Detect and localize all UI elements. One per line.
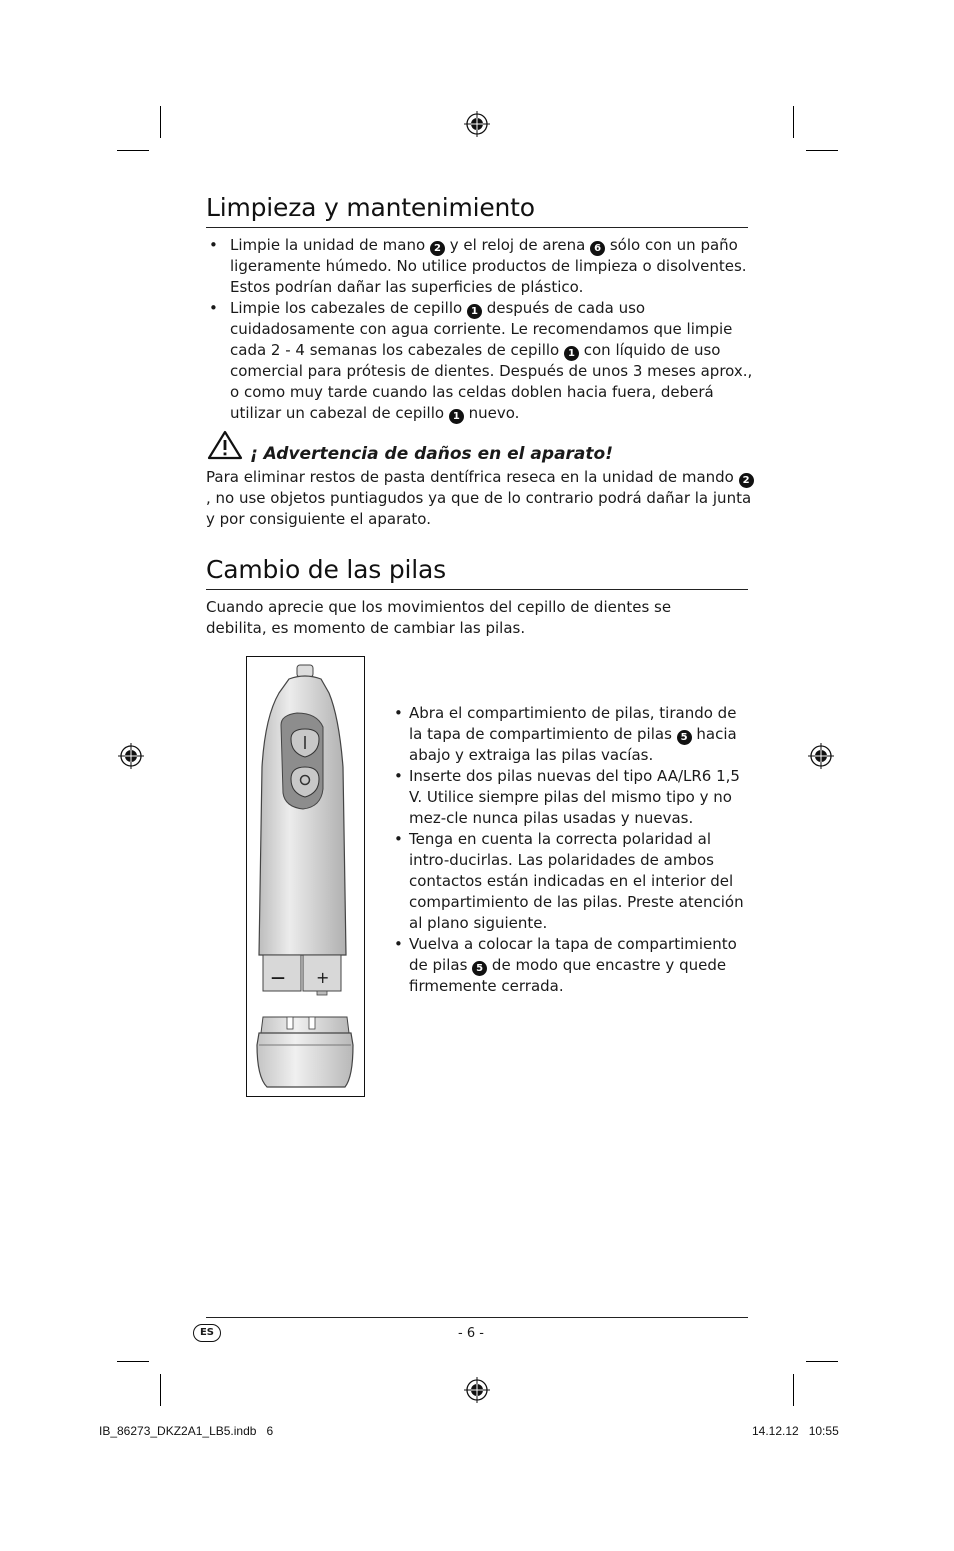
registration-mark-icon — [808, 743, 834, 769]
batteries-intro: Cuando aprecie que los movimientos del cepillo de dientes se debilita, es momento de cambiar las pilas. — [206, 598, 672, 637]
warning-title: ¡ Advertencia de daños en el aparato! — [250, 444, 613, 464]
part-number-badge: 5 — [677, 730, 692, 745]
print-date: 14.12.12 10:55 — [752, 1424, 839, 1438]
page-number: - 6 - — [458, 1326, 484, 1341]
part-number-badge: 2 — [739, 473, 754, 488]
crop-mark — [793, 106, 794, 138]
crop-mark — [160, 1374, 161, 1406]
list-item: • Tenga en cuenta la correcta polaridad al intro-ducirlas. Las polaridades de ambos contactos están indicadas en el interior del compartimiento de las pilas. Preste atención al plano siguiente. — [394, 829, 752, 934]
part-number-badge: 2 — [430, 241, 445, 256]
part-number-badge: 5 — [472, 961, 487, 976]
part-number-badge: 6 — [590, 241, 605, 256]
section-title-cleaning: Limpieza y mantenimiento — [206, 193, 535, 222]
title-rule — [206, 589, 748, 590]
battery-steps-list — [394, 703, 752, 997]
crop-mark — [806, 150, 838, 151]
list-item: • Inserte dos pilas nuevas del tipo AA/LR6 1,5 V. Utilice siempre pilas del mismo tipo y no mez-cle nunca pilas usadas y nuevas. — [394, 766, 752, 829]
title-rule — [206, 227, 748, 228]
list-item: • Abra el compartimiento de pilas, tirando de la tapa de compartimiento de pilas 5 hacia abajo y extraiga las pilas vacías. — [394, 703, 752, 766]
toothbrush-illustration — [247, 657, 364, 1096]
crop-mark — [806, 1361, 838, 1362]
part-number-badge: 1 — [564, 346, 579, 361]
battery-plus-label: + — [316, 968, 330, 987]
warning-text: Para eliminar restos de pasta dentífrica reseca en la unidad de mando 2, no use objetos puntiagudos ya que de lo contrario podrá dañar la junta y por consiguiente el aparato. — [206, 467, 754, 530]
crop-mark — [160, 106, 161, 138]
file-info: IB_86273_DKZ2A1_LB5.indb 6 — [99, 1424, 274, 1438]
crop-mark — [117, 1361, 149, 1362]
list-item: • Limpie los cabezales de cepillo 1 después de cada uso cuidadosamente con agua corriente. Le recomendamos que limpie cada 2 - 4 semanas los cabezales de cepillo 1 con líquido de uso comercial para prótesis de dientes. Después de unos 3 meses aprox., o como muy tarde cuando las celdas doblen hacia fuera, deberá utilizar un cabezal de cepillo 1 nuevo. — [206, 298, 754, 424]
part-number-badge: 1 — [449, 409, 464, 424]
footer-rule — [206, 1317, 748, 1318]
registration-mark-icon — [464, 1377, 490, 1403]
list-item: • Vuelva a colocar la tapa de compartimiento de pilas 5 de modo que encastre y quede firmemente cerrada. — [394, 934, 752, 997]
warning-triangle-icon — [207, 430, 243, 460]
registration-mark-icon — [118, 743, 144, 769]
language-badge: ES — [193, 1324, 221, 1342]
registration-mark-icon — [464, 111, 490, 137]
list-item: • Limpie la unidad de mano 2 y el reloj de arena 6 sólo con un paño ligeramente húmedo. No utilice productos de limpieza o disolventes. Estos podrían dañar las superficies de plástico. — [206, 235, 754, 298]
battery-minus-label: — — [271, 970, 285, 986]
cleaning-list — [206, 235, 754, 424]
part-number-badge: 1 — [467, 304, 482, 319]
crop-mark — [117, 150, 149, 151]
crop-mark — [793, 1374, 794, 1406]
section-title-batteries: Cambio de las pilas — [206, 555, 446, 584]
toothbrush-battery-figure — [246, 656, 365, 1097]
